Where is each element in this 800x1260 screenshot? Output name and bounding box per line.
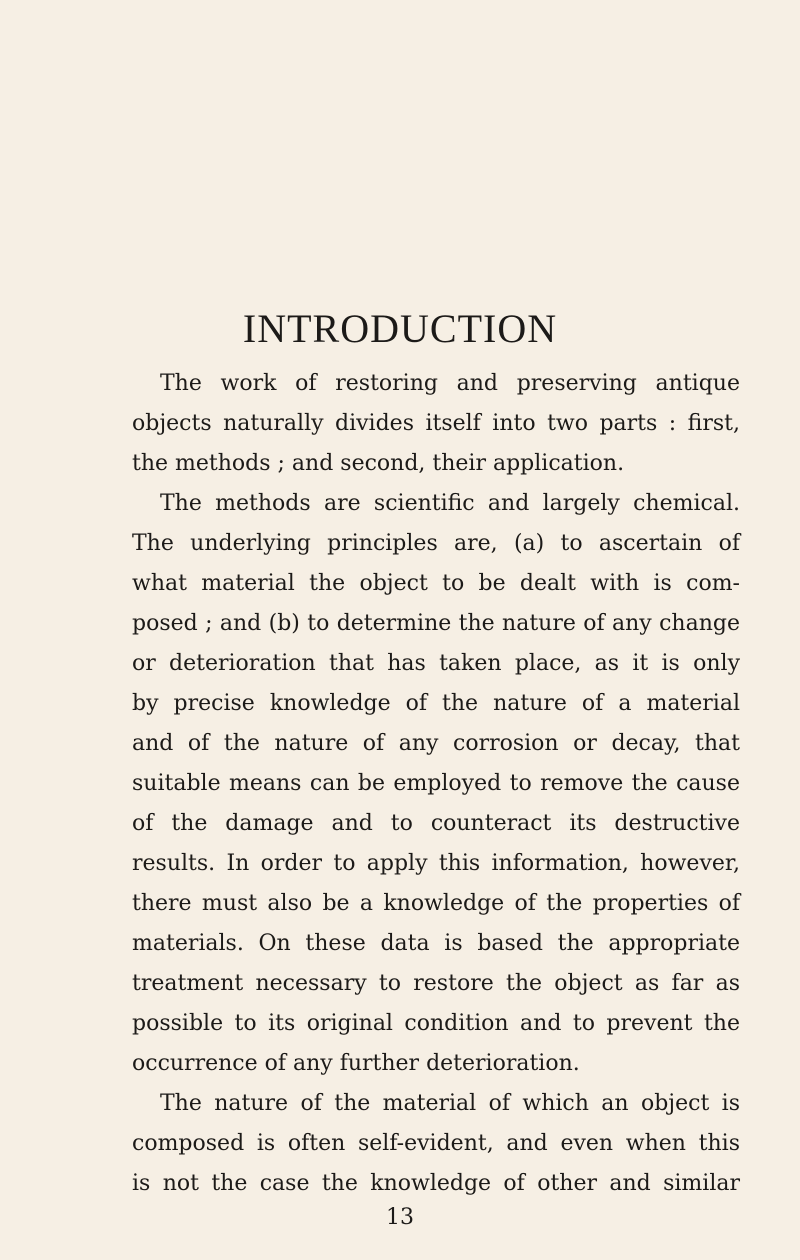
text-line: The methods are scientific and largely chemical. <box>160 491 740 516</box>
text-line: The underlying principles are, (a) to ascertain of <box>132 531 740 556</box>
text-line: or deterioration that has taken place, as it is only <box>132 651 740 676</box>
text-line: objects naturally divides itself into two parts : first, <box>132 411 740 436</box>
text-line: materials. On these data is based the appropriate <box>132 931 740 956</box>
text-line: suitable means can be employed to remove the cause <box>132 771 740 796</box>
text-line: possible to its original condition and to prevent the <box>132 1011 740 1036</box>
text-line: is not the case the knowledge of other and similar <box>132 1171 740 1196</box>
text-line: and of the nature of any corrosion or decay, that <box>132 731 740 756</box>
text-line: what material the object to be dealt with is com- <box>132 571 740 596</box>
text-line: The nature of the material of which an object is <box>160 1091 740 1116</box>
chapter-heading: INTRODUCTION <box>242 306 558 351</box>
text-line: results. In order to apply this information, however, <box>132 851 740 876</box>
text-line: the methods ; and second, their application. <box>132 451 625 476</box>
text-line: of the damage and to counteract its destructive <box>132 811 740 836</box>
text-line: there must also be a knowledge of the properties of <box>132 891 740 916</box>
text-line: The work of restoring and preserving antique <box>160 371 740 396</box>
text-line: posed ; and (b) to determine the nature of any change <box>132 611 740 636</box>
text-line: composed is often self-evident, and even when this <box>132 1131 740 1156</box>
text-line: treatment necessary to restore the object as far as <box>132 971 740 996</box>
text-line: by precise knowledge of the nature of a material <box>132 691 740 716</box>
page-number: 13 <box>386 1205 414 1230</box>
text-line: occurrence of any further deterioration. <box>132 1051 580 1076</box>
body-text <box>132 364 740 1204</box>
